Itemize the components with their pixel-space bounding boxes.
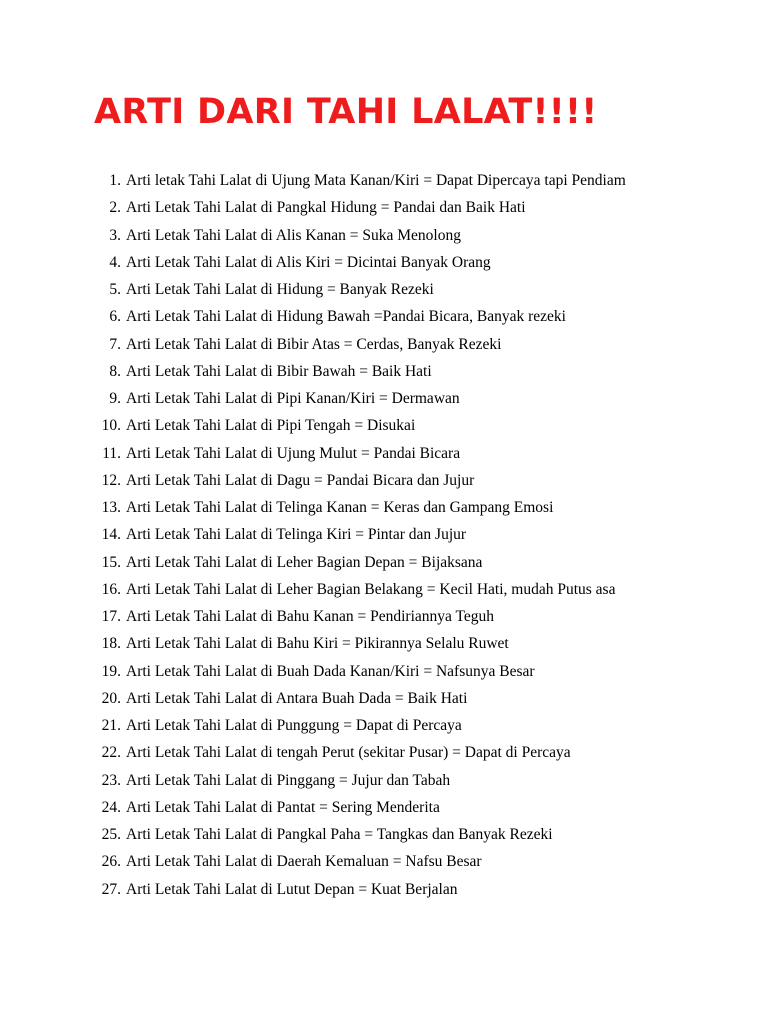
list-item	[0, 848, 768, 875]
list-item-number: 11.	[102, 444, 121, 462]
list-item-number: 20.	[101, 689, 121, 707]
list-item-text: Arti Letak Tahi Lalat di Bibir Bawah = Baik Hati	[126, 362, 432, 380]
list-item-number: 4.	[109, 253, 121, 271]
list-item-text: Arti Letak Tahi Lalat di Alis Kiri = Dicintai Banyak Orang	[126, 253, 491, 271]
list-item-text: Arti Letak Tahi Lalat di Dagu = Pandai Bicara dan Jujur	[126, 471, 475, 489]
list-item-number: 6.	[109, 308, 121, 326]
list-item-text: Arti Letak Tahi Lalat di Buah Dada Kanan/Kiri = Nafsunya Besar	[126, 662, 535, 680]
list-item-number: 10.	[101, 417, 121, 435]
list-item-text: Arti Letak Tahi Lalat di Pantat = Sering Menderita	[126, 798, 440, 816]
list-item-text: Arti Letak Tahi Lalat di Lutut Depan = Kuat Berjalan	[126, 880, 458, 898]
list-item	[0, 358, 768, 385]
list-item-number: 1.	[109, 172, 121, 189]
list-item-text: Arti Letak Tahi Lalat di Pangkal Hidung = Pandai dan Baik Hati	[126, 199, 526, 217]
list-item	[0, 576, 768, 603]
list-item-number: 26.	[101, 853, 121, 871]
list-item-text: Arti letak Tahi Lalat di Ujung Mata Kanan/Kiri = Dapat Dipercaya tapi Pendiam	[126, 172, 626, 189]
list-item-text: Arti Letak Tahi Lalat di Hidung = Banyak Rezeki	[126, 281, 434, 298]
list-item	[0, 194, 768, 221]
list-item-text: Arti Letak Tahi Lalat di Punggung = Dapat di Percaya	[126, 717, 462, 734]
list-item	[0, 249, 768, 276]
list-item-number: 5.	[109, 281, 121, 298]
list-item	[0, 549, 768, 576]
list-item	[0, 167, 768, 194]
list-item-number: 27.	[101, 880, 121, 898]
list-item-number: 9.	[109, 390, 121, 407]
numbered-list	[0, 167, 768, 903]
list-item-text: Arti Letak Tahi Lalat di Leher Bagian Belakang = Kecil Hati, mudah Putus asa	[126, 580, 616, 598]
list-item-text: Arti Letak Tahi Lalat di Bahu Kiri = Pikirannya Selalu Ruwet	[126, 635, 509, 653]
list-item-text: Arti Letak Tahi Lalat di Telinga Kiri = Pintar dan Jujur	[126, 526, 467, 544]
list-item-text: Arti Letak Tahi Lalat di Leher Bagian Depan = Bijaksana	[126, 553, 483, 571]
list-item	[0, 521, 768, 548]
list-item-number: 14.	[101, 526, 121, 544]
list-item-number: 19.	[101, 662, 121, 680]
list-item	[0, 685, 768, 712]
list-item-number: 2.	[109, 199, 121, 217]
list-item	[0, 276, 768, 303]
list-item-text: Arti Letak Tahi Lalat di Hidung Bawah =Pandai Bicara, Banyak rezeki	[126, 308, 566, 326]
list-item-text: Arti Letak Tahi Lalat di Ujung Mulut = Pandai Bicara	[126, 444, 461, 462]
list-item-text: Arti Letak Tahi Lalat di Daerah Kemaluan = Nafsu Besar	[126, 853, 482, 871]
list-item	[0, 467, 768, 494]
list-item-number: 13.	[101, 499, 121, 516]
list-item-number: 17.	[101, 608, 121, 625]
list-item-number: 8.	[109, 362, 121, 380]
list-item-number: 15.	[101, 553, 121, 571]
list-item	[0, 303, 768, 330]
page-title: ARTI DARI TAHI LALAT!!!!	[94, 92, 598, 132]
list-item	[0, 603, 768, 630]
list-item-text: Arti Letak Tahi Lalat di Pangkal Paha = Tangkas dan Banyak Rezeki	[126, 826, 553, 843]
list-item-text: Arti Letak Tahi Lalat di Bibir Atas = Cerdas, Banyak Rezeki	[126, 335, 502, 353]
list-item	[0, 331, 768, 358]
list-item	[0, 739, 768, 766]
list-item	[0, 658, 768, 685]
list-item-text: Arti Letak Tahi Lalat di Pinggang = Jujur dan Tabah	[126, 771, 451, 789]
list-item-text: Arti Letak Tahi Lalat di Bahu Kanan = Pendiriannya Teguh	[126, 608, 494, 625]
list-item-number: 18.	[101, 635, 121, 653]
list-item	[0, 222, 768, 249]
list-item-number: 24.	[101, 798, 121, 816]
list-item	[0, 821, 768, 848]
list-item	[0, 494, 768, 521]
list-item	[0, 440, 768, 467]
list-item-number: 25.	[101, 826, 121, 843]
list-item-number: 16.	[101, 580, 121, 598]
list-item-text: Arti Letak Tahi Lalat di tengah Perut (sekitar Pusar) = Dapat di Percaya	[126, 744, 571, 762]
list-item-text: Arti Letak Tahi Lalat di Pipi Tengah = Disukai	[126, 417, 416, 435]
list-item-number: 3.	[109, 226, 121, 244]
list-item	[0, 712, 768, 739]
list-item	[0, 385, 768, 412]
list-item-text: Arti Letak Tahi Lalat di Antara Buah Dada = Baik Hati	[126, 689, 468, 707]
list-item-number: 12.	[101, 471, 121, 489]
list-item-text: Arti Letak Tahi Lalat di Pipi Kanan/Kiri = Dermawan	[126, 390, 460, 407]
list-item-text: Arti Letak Tahi Lalat di Telinga Kanan = Keras dan Gampang Emosi	[126, 499, 554, 516]
list-item-number: 7.	[109, 335, 121, 353]
list-item	[0, 767, 768, 794]
list-item	[0, 630, 768, 657]
list-item	[0, 412, 768, 439]
list-item-number: 23.	[101, 771, 121, 789]
list-item	[0, 876, 768, 903]
list-item	[0, 794, 768, 821]
list-item-number: 21.	[101, 717, 121, 734]
list-item-number: 22.	[101, 744, 121, 762]
list-item-text: Arti Letak Tahi Lalat di Alis Kanan = Suka Menolong	[126, 226, 461, 244]
